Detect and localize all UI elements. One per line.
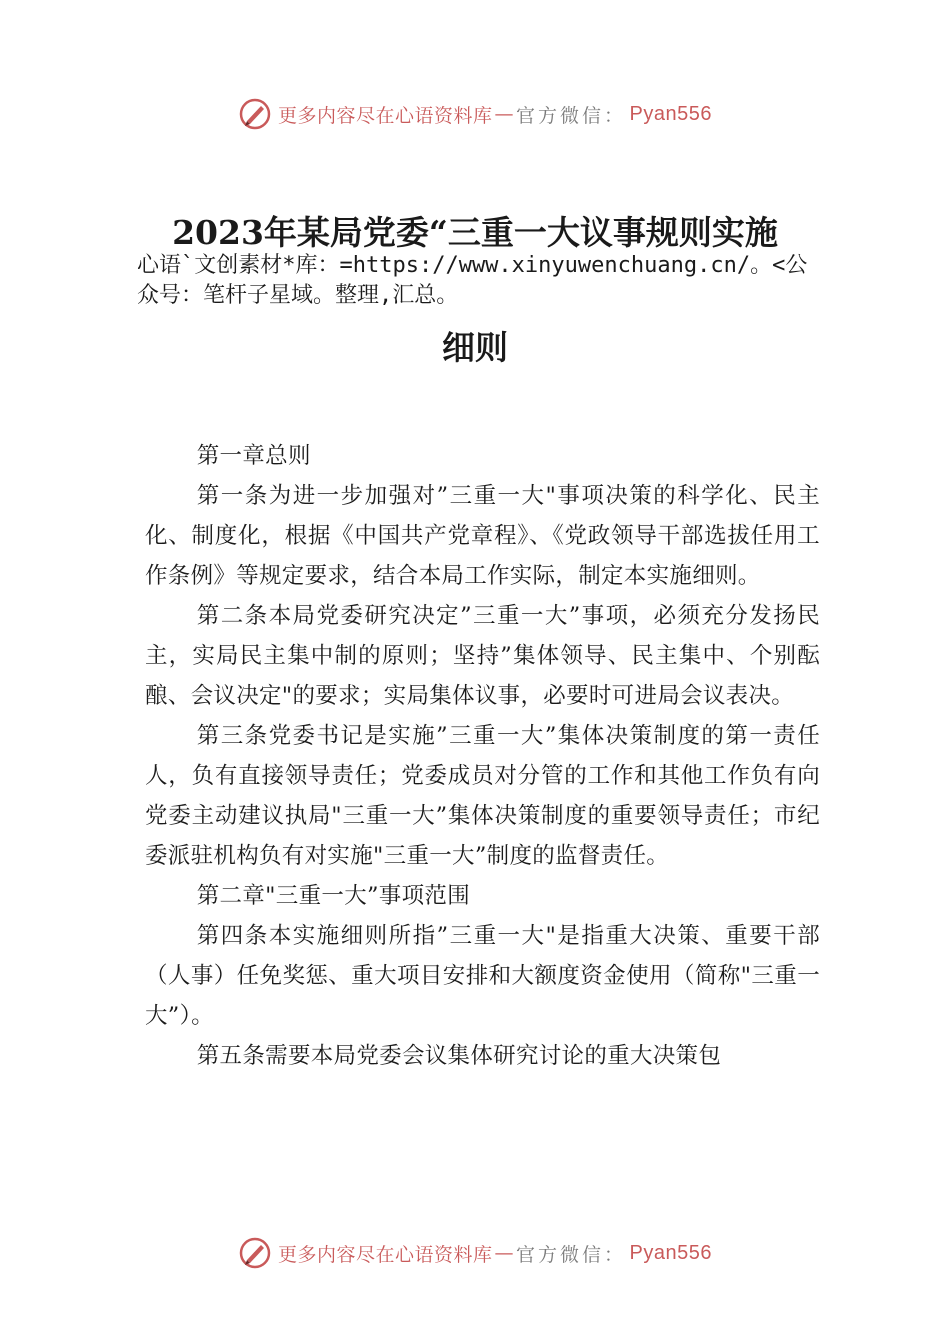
source-note: 心语`文创素材*库：=https://www.xinyuwenchuang.cn/。<公众号：笔杆子星域。整理,汇总。: [137, 253, 808, 308]
document-title: 2023年某局党委“三重一大议事规则实施: [172, 213, 778, 252]
header-watermark-banner: [0, 97, 950, 131]
chapter-heading: 第一章总则: [196, 443, 311, 469]
document-body: [145, 436, 820, 1076]
banner-colon: ：: [604, 1243, 624, 1266]
body-paragraph: 第三条党委书记是实施”三重一大”集体决策制度的第一责任人，负有直接领导责任；党委成员对分管的工作和其他工作负有向党委主动建议执局"三重一大”集体决策制度的重要领导责任；市纪委派驻机构负有对实施"三重一大”制度的监督责任。: [145, 723, 820, 869]
body-paragraph: 第二条本局党委研究决定”三重一大”事项，必须充分发扬民主，实局民主集中制的原则；坚持”集体领导、民主集中、个别酝酿、会议决定"的要求；实局集体议事，必要时可进局会议表决。: [145, 603, 820, 709]
banner-separator: —: [494, 1242, 514, 1264]
banner-account: Pyan556: [629, 1241, 712, 1264]
body-paragraph: 第一条为进一步加强对”三重一大"事项决策的科学化、民主化、制度化，根据《中国共产党章程》、《党政领导干部选拔任用工作条例》等规定要求，结合本局工作实际，制定本实施细则。: [145, 483, 820, 589]
banner-account: Pyan556: [629, 102, 712, 125]
document-subtitle: 细则: [442, 328, 508, 367]
banner-colon: ：: [604, 104, 624, 127]
pen-seal-icon: [238, 97, 272, 131]
banner-prefix: 更多内容尽在心语资料库: [277, 104, 493, 127]
body-paragraph: 第五条需要本局党委会议集体研究讨论的重大决策包: [196, 1043, 722, 1069]
chapter-heading: 第二章"三重一大”事项范围: [196, 883, 471, 909]
banner-prefix: 更多内容尽在心语资料库: [277, 1243, 493, 1266]
body-paragraph: 第四条本实施细则所指”三重一大"是指重大决策、重要干部（人事）任免奖惩、重大项目安排和大额度资金使用（简称"三重一大”）。: [145, 923, 820, 1029]
pen-seal-icon: [238, 1236, 272, 1270]
footer-watermark-banner: [0, 1236, 950, 1270]
banner-label: 官方微信: [516, 1243, 605, 1266]
banner-separator: —: [494, 103, 514, 125]
banner-label: 官方微信: [516, 104, 605, 127]
